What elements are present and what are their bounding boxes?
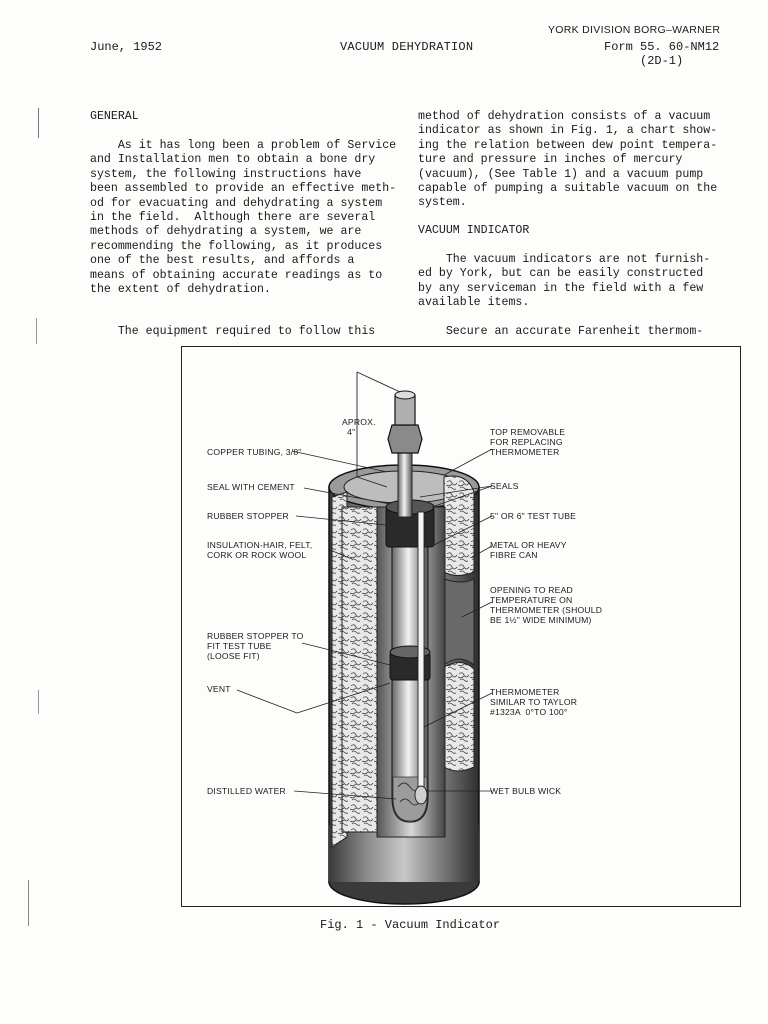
label-test-tube: 5" OR 6" TEST TUBE bbox=[490, 511, 577, 521]
general-paragraph: As it has long been a problem of Service and Installation men to obtain a bone dry system, the following instructions have been assembled to provide an effective meth- od for evacuating and dehydrating a system in the field. Although there are several methods of dehydrating a system, we are recommending the following, as it produces one of the best results, and affords a means of obtaining accurate readings as to the extent of dehydration. bbox=[90, 139, 397, 297]
company-name: YORK DIVISION BORG–WARNER bbox=[548, 24, 721, 36]
margin-mark bbox=[38, 108, 39, 138]
label-seals: SEALS bbox=[490, 481, 519, 491]
label-rubber-stopper-fit: RUBBER STOPPER TO FIT TEST TUBE (LOOSE FIT) bbox=[207, 631, 304, 661]
label-insulation: INSULATION-HAIR, FELT, CORK OR ROCK WOOL bbox=[207, 540, 313, 560]
section-heading-general: GENERAL bbox=[90, 110, 139, 123]
label-wet-bulb-wick: WET BULB WICK bbox=[490, 786, 562, 796]
label-copper-tubing: COPPER TUBING, 3/8" bbox=[207, 447, 302, 457]
label-top-removable: TOP REMOVABLE FOR REPLACING THERMOMETER bbox=[490, 427, 566, 457]
margin-mark bbox=[38, 690, 39, 714]
label-opening: OPENING TO READ TEMPERATURE ON THERMOMETER (SHOULD BE 1½" WIDE MINIMUM) bbox=[490, 585, 603, 625]
label-aprox-4: APROX. 4" bbox=[342, 417, 376, 437]
margin-mark bbox=[28, 880, 29, 926]
form-number-line: Form 55. 60-NM12 bbox=[604, 40, 720, 54]
form-revision-line: (2D-1) bbox=[640, 54, 684, 68]
figure-caption: Fig. 1 - Vacuum Indicator bbox=[320, 918, 501, 932]
form-number bbox=[604, 40, 719, 68]
method-paragraph: method of dehydration consists of a vacuum indicator as shown in Fig. 1, a chart show- ing the relation between dew point tempera- ture and pressure in inches of mercury (vacuum), (See Table 1) and a vacuum pump capable of pumping a suitable vacuum on the system. bbox=[418, 110, 718, 210]
vacuum-indicator-figure bbox=[181, 346, 741, 907]
label-distilled-water: DISTILLED WATER bbox=[207, 786, 286, 796]
thermometer-paragraph: Secure an accurate Farenheit thermom- bbox=[418, 325, 704, 338]
label-seal-with-cement: SEAL WITH CEMENT bbox=[207, 482, 295, 492]
label-rubber-stopper: RUBBER STOPPER bbox=[207, 511, 289, 521]
vacuum-indicator-paragraph: The vacuum indicators are not furnish- ed by York, but can be easily constructed by any serviceman in the field with a few available items. bbox=[418, 253, 711, 310]
document-date: June, 1952 bbox=[90, 40, 163, 54]
label-metal-can: METAL OR HEAVY FIBRE CAN bbox=[490, 540, 567, 560]
document-title: VACUUM DEHYDRATION bbox=[340, 40, 474, 54]
label-vent: VENT bbox=[207, 684, 231, 694]
label-thermometer: THERMOMETER SIMILAR TO TAYLOR #1323A 0°TO 100° bbox=[490, 687, 578, 717]
vacuum-indicator-drawing bbox=[182, 347, 742, 908]
equipment-paragraph: The equipment required to follow this bbox=[90, 325, 376, 338]
section-heading-vacuum-indicator: VACUUM INDICATOR bbox=[418, 224, 530, 237]
margin-mark bbox=[36, 318, 37, 344]
